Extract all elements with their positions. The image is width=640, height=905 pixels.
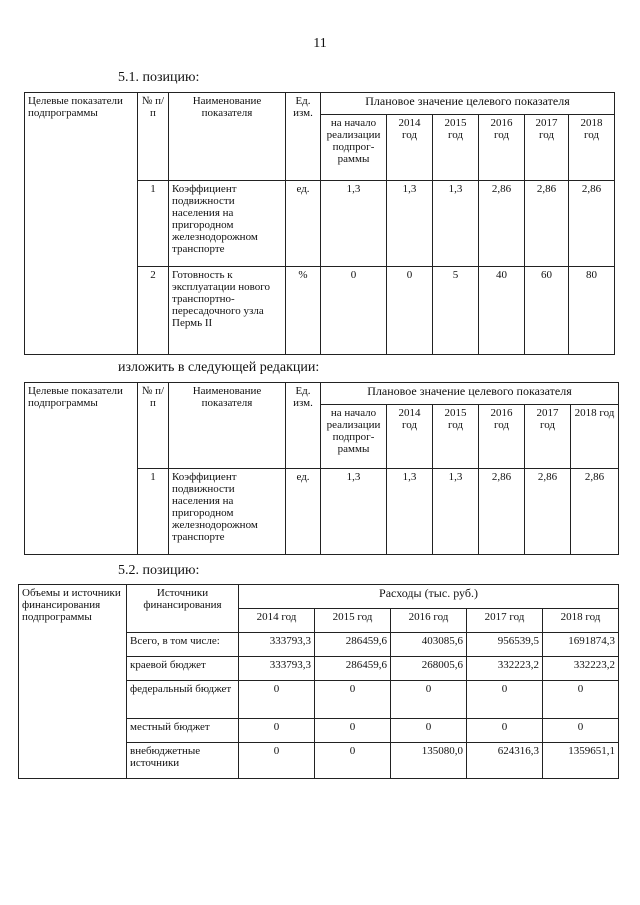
year-header: на начало реализации подпрог-раммы bbox=[321, 405, 387, 469]
row-value: 1,3 bbox=[387, 469, 433, 555]
year-header: на начало реализации подпрог-раммы bbox=[321, 115, 387, 181]
col-num-header: № п/п bbox=[138, 383, 169, 469]
row-value: 0 bbox=[239, 743, 315, 779]
year-header: 2016 год bbox=[479, 405, 525, 469]
row-value: 2,86 bbox=[525, 181, 569, 267]
col-target-header: Целевые показатели подпрограммы bbox=[25, 93, 138, 355]
row-value: 0 bbox=[315, 743, 391, 779]
year-header: 2017 год bbox=[525, 405, 571, 469]
col-unit-header: Ед. изм. bbox=[286, 93, 321, 181]
row-source: местный бюджет bbox=[127, 719, 239, 743]
year-header: 2014 год bbox=[387, 115, 433, 181]
row-value: 1,3 bbox=[321, 469, 387, 555]
col-volume-header: Объемы и источники финансирования подпрограммы bbox=[19, 585, 127, 779]
row-value: 0 bbox=[239, 681, 315, 719]
row-value: 1,3 bbox=[321, 181, 387, 267]
row-value: 5 bbox=[433, 267, 479, 355]
col-expenses-header: Расходы (тыс. руб.) bbox=[239, 585, 619, 609]
col-unit-header: Ед. изм. bbox=[286, 383, 321, 469]
col-plan-header: Плановое значение целевого показателя bbox=[321, 93, 615, 115]
page-number: 11 bbox=[313, 36, 327, 51]
row-unit: ед. bbox=[286, 469, 321, 555]
row-source: внебюджетные источники bbox=[127, 743, 239, 779]
row-value: 1,3 bbox=[433, 181, 479, 267]
row-value: 2,86 bbox=[479, 181, 525, 267]
row-value: 403085,6 bbox=[391, 633, 467, 657]
replace-heading: изложить в следующей редакции: bbox=[118, 360, 320, 375]
replace-table bbox=[24, 382, 619, 555]
col-source-header: Источники финансирования bbox=[127, 585, 239, 633]
row-value: 2,86 bbox=[569, 181, 615, 267]
row-num: 1 bbox=[138, 469, 169, 555]
row-value: 268005,6 bbox=[391, 657, 467, 681]
row-value: 0 bbox=[391, 681, 467, 719]
row-value: 0 bbox=[387, 267, 433, 355]
year-header: 2017 год bbox=[467, 609, 543, 633]
row-value: 2,86 bbox=[479, 469, 525, 555]
row-value: 333793,3 bbox=[239, 657, 315, 681]
row-value: 2,86 bbox=[571, 469, 619, 555]
row-value: 0 bbox=[315, 719, 391, 743]
row-value: 624316,3 bbox=[467, 743, 543, 779]
row-value: 0 bbox=[543, 719, 619, 743]
row-num: 1 bbox=[138, 181, 169, 267]
row-value: 60 bbox=[525, 267, 569, 355]
row-value: 0 bbox=[543, 681, 619, 719]
row-value: 286459,6 bbox=[315, 633, 391, 657]
year-header: 2014 год bbox=[239, 609, 315, 633]
row-value: 0 bbox=[467, 681, 543, 719]
row-num: 2 bbox=[138, 267, 169, 355]
year-header: 2015 год bbox=[433, 405, 479, 469]
year-header: 2015 год bbox=[315, 609, 391, 633]
year-header: 2016 год bbox=[479, 115, 525, 181]
col-target-header: Целевые показатели подпрограммы bbox=[25, 383, 138, 555]
row-value: 0 bbox=[467, 719, 543, 743]
year-header: 2014 год bbox=[387, 405, 433, 469]
year-header: 2016 год bbox=[391, 609, 467, 633]
year-header: 2017 год bbox=[525, 115, 569, 181]
row-value: 135080,0 bbox=[391, 743, 467, 779]
section-52-heading: 5.2. позицию: bbox=[118, 563, 200, 578]
row-value: 0 bbox=[239, 719, 315, 743]
row-name: Готовность к эксплуатации нового транспортно-пересадочного узла Пермь II bbox=[169, 267, 286, 355]
row-source: Всего, в том числе: bbox=[127, 633, 239, 657]
row-value: 1,3 bbox=[433, 469, 479, 555]
row-unit: % bbox=[286, 267, 321, 355]
row-value: 332223,2 bbox=[467, 657, 543, 681]
row-value: 332223,2 bbox=[543, 657, 619, 681]
row-value: 80 bbox=[569, 267, 615, 355]
row-name: Коэффициент подвижности населения на пригородном железнодорожном транспорте bbox=[169, 181, 286, 267]
col-name-header: Наименование показателя bbox=[169, 93, 286, 181]
row-value: 2,86 bbox=[525, 469, 571, 555]
row-value: 40 bbox=[479, 267, 525, 355]
col-plan-header: Плановое значение целевого показателя bbox=[321, 383, 619, 405]
row-name: Коэффициент подвижности населения на пригородном железнодорожном транспорте bbox=[169, 469, 286, 555]
row-value: 1691874,3 bbox=[543, 633, 619, 657]
row-value: 0 bbox=[321, 267, 387, 355]
year-header: 2018 год bbox=[569, 115, 615, 181]
row-value: 956539,5 bbox=[467, 633, 543, 657]
row-source: краевой бюджет bbox=[127, 657, 239, 681]
row-value: 333793,3 bbox=[239, 633, 315, 657]
row-unit: ед. bbox=[286, 181, 321, 267]
row-source: федеральный бюджет bbox=[127, 681, 239, 719]
year-header: 2018 год bbox=[571, 405, 619, 469]
section-51-table bbox=[24, 92, 615, 355]
row-value: 286459,6 bbox=[315, 657, 391, 681]
section-52-table bbox=[18, 584, 619, 779]
row-value: 1359651,1 bbox=[543, 743, 619, 779]
row-value: 0 bbox=[391, 719, 467, 743]
row-value: 1,3 bbox=[387, 181, 433, 267]
year-header: 2018 год bbox=[543, 609, 619, 633]
section-51-heading: 5.1. позицию: bbox=[118, 70, 200, 85]
col-num-header: № п/п bbox=[138, 93, 169, 181]
col-name-header: Наименование показателя bbox=[169, 383, 286, 469]
year-header: 2015 год bbox=[433, 115, 479, 181]
row-value: 0 bbox=[315, 681, 391, 719]
